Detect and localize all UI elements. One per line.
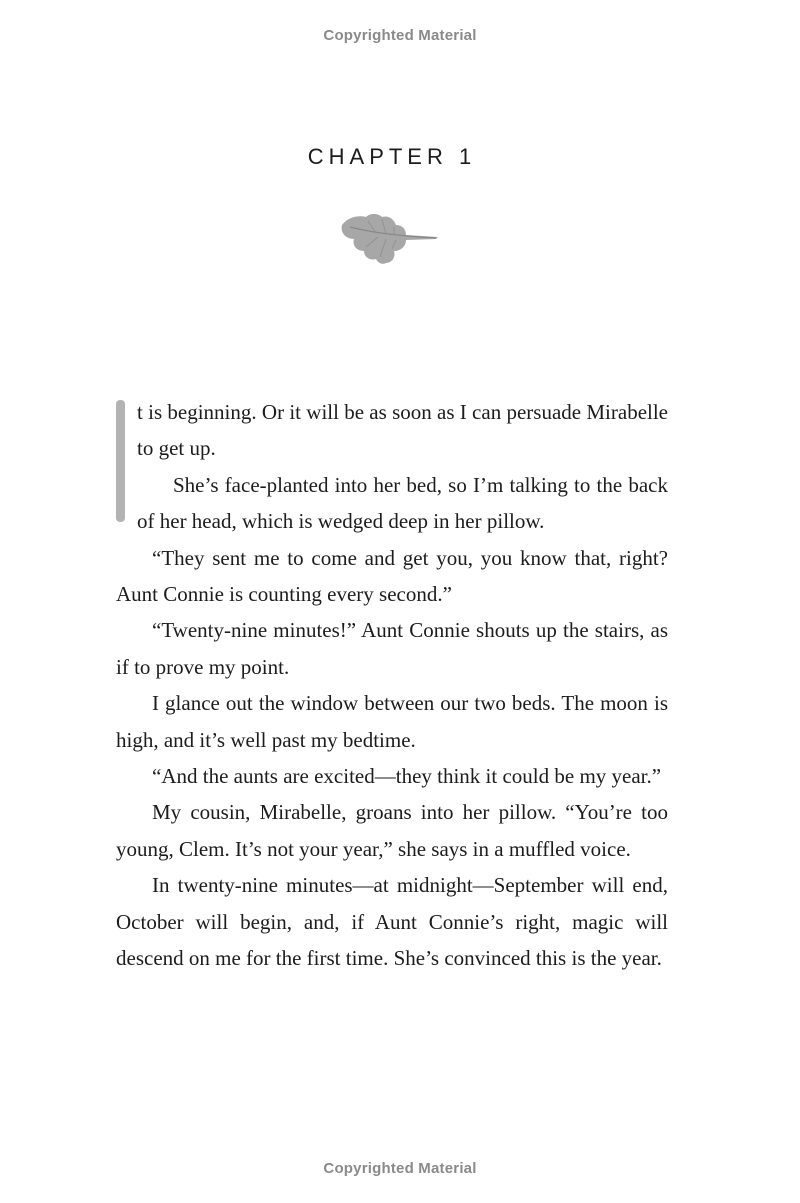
oak-leaf-icon [336, 207, 440, 269]
watermark-bottom: Copyrighted Material [323, 1160, 477, 1177]
paragraph-7: My cousin, Mirabelle, groans into her pillow. “You’re too young, Clem. It’s not your year,” she says in a muffled voice. [116, 800, 668, 861]
paragraph-1: t is beginning. Or it will be as soon as I can persuade Mirabelle to get up. [137, 400, 668, 461]
chapter-title: CHAPTER 1 [307, 144, 477, 169]
paragraph-2: She’s face-planted into her bed, so I’m talking to the back of her head, which is wedged deep in her pillow. [137, 472, 668, 534]
paragraph-8: In twenty-nine minutes—at midnight—September will end, October will begin, and, if Aunt Connie’s right, magic will descend on me for the first time. She’s convinced this is the year. [116, 873, 668, 971]
paragraph-4: “Twenty-nine minutes!” Aunt Connie shouts up the stairs, as if to prove my point. [116, 618, 668, 679]
paragraph-3: “They sent me to come and get you, you know that, right? Aunt Connie is counting every second.” [116, 545, 668, 607]
paragraph-6: “And the aunts are excited—they think it could be my year.” [152, 764, 662, 789]
paragraph-5: I glance out the window between our two beds. The moon is high, and it’s well past my bedtime. [116, 691, 668, 752]
watermark-top: Copyrighted Material [323, 27, 477, 44]
chapter-body [116, 394, 668, 977]
